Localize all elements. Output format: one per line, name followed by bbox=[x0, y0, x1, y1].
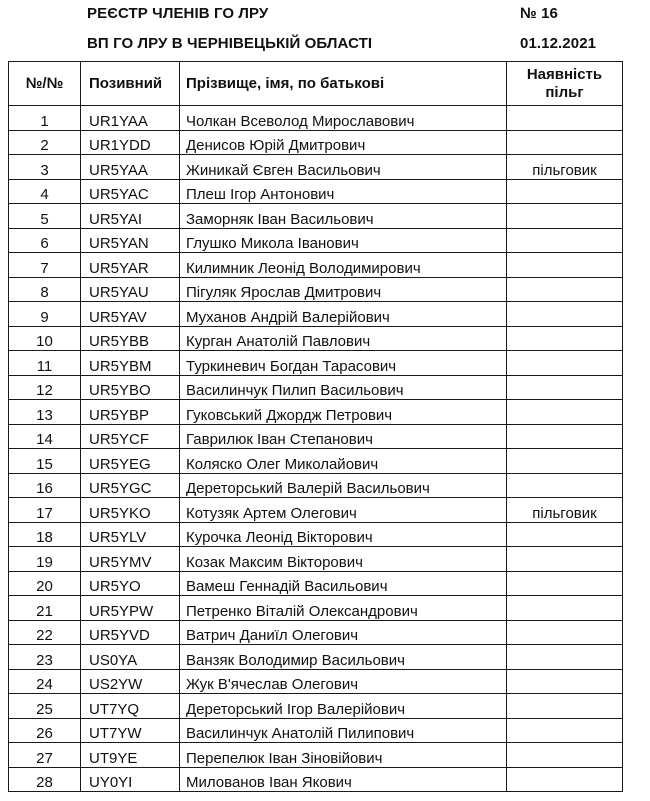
row-number-cell: 13 bbox=[9, 400, 81, 425]
table-row bbox=[9, 571, 623, 596]
row-benefit-cell: пільговик bbox=[507, 498, 623, 523]
row-benefit-cell bbox=[507, 522, 623, 547]
row-fullname-cell: Перепелюк Іван Зіновійович bbox=[180, 743, 507, 768]
row-callsign-cell: UR5YAV bbox=[81, 302, 180, 327]
row-callsign-cell: US2YW bbox=[81, 669, 180, 694]
row-fullname-cell: Глушко Микола Іванович bbox=[180, 228, 507, 253]
row-fullname-cell: Денисов Юрій Дмитрович bbox=[180, 130, 507, 155]
row-benefit-cell bbox=[507, 179, 623, 204]
row-number-cell: 5 bbox=[9, 204, 81, 229]
row-callsign-cell: UR5YAC bbox=[81, 179, 180, 204]
row-benefit-cell bbox=[507, 449, 623, 474]
row-benefit-cell bbox=[507, 645, 623, 670]
table-row bbox=[9, 179, 623, 204]
table-row bbox=[9, 669, 623, 694]
row-benefit-cell bbox=[507, 669, 623, 694]
table-row bbox=[9, 424, 623, 449]
column-header-benefits bbox=[507, 62, 623, 106]
row-benefit-cell bbox=[507, 400, 623, 425]
table-row bbox=[9, 277, 623, 302]
row-callsign-cell: UR5YPW bbox=[81, 596, 180, 621]
row-callsign-cell: UR5YGC bbox=[81, 473, 180, 498]
row-number-cell: 4 bbox=[9, 179, 81, 204]
row-fullname-cell: Ванзяк Володимир Васильович bbox=[180, 645, 507, 670]
row-benefit-cell bbox=[507, 571, 623, 596]
row-callsign-cell: UR5YKO bbox=[81, 498, 180, 523]
row-benefit-cell bbox=[507, 596, 623, 621]
row-fullname-cell: Котузяк Артем Олегович bbox=[180, 498, 507, 523]
row-benefit-cell bbox=[507, 302, 623, 327]
row-benefit-cell bbox=[507, 253, 623, 278]
table-row bbox=[9, 620, 623, 645]
row-number-cell: 19 bbox=[9, 547, 81, 572]
row-fullname-cell: Курган Анатолій Павлович bbox=[180, 326, 507, 351]
row-fullname-cell: Килимник Леонід Володимирович bbox=[180, 253, 507, 278]
row-number-cell: 25 bbox=[9, 694, 81, 719]
row-benefit-cell bbox=[507, 375, 623, 400]
row-fullname-cell: Дереторський Валерій Васильович bbox=[180, 473, 507, 498]
row-benefit-cell: пільговик bbox=[507, 155, 623, 180]
row-benefit-cell bbox=[507, 228, 623, 253]
row-fullname-cell: Василинчук Пилип Васильович bbox=[180, 375, 507, 400]
row-number-cell: 2 bbox=[9, 130, 81, 155]
row-callsign-cell: UR5YAU bbox=[81, 277, 180, 302]
row-callsign-cell: UR5YBM bbox=[81, 351, 180, 376]
table-row bbox=[9, 645, 623, 670]
row-callsign-cell: UT7YQ bbox=[81, 694, 180, 719]
column-header-benefits-label: Наявність пільг bbox=[526, 65, 603, 101]
row-callsign-cell: UR5YEG bbox=[81, 449, 180, 474]
row-number-cell: 28 bbox=[9, 767, 81, 792]
column-header-fullname: Прізвище, імя, по батькові bbox=[180, 62, 507, 106]
document-date: 01.12.2021 bbox=[520, 35, 597, 52]
row-callsign-cell: UR5YLV bbox=[81, 522, 180, 547]
row-number-cell: 10 bbox=[9, 326, 81, 351]
row-fullname-cell: Ватрич Даниїл Олегович bbox=[180, 620, 507, 645]
document-title: РЕЄСТР ЧЛЕНІВ ГО ЛРУ bbox=[87, 5, 269, 22]
row-callsign-cell: UR5YAN bbox=[81, 228, 180, 253]
row-fullname-cell: Петренко Віталій Олександрович bbox=[180, 596, 507, 621]
table-row bbox=[9, 204, 623, 229]
row-callsign-cell: UR5YCF bbox=[81, 424, 180, 449]
table-row bbox=[9, 449, 623, 474]
table-row bbox=[9, 302, 623, 327]
row-number-cell: 17 bbox=[9, 498, 81, 523]
row-fullname-cell: Дереторський Ігор Валерійович bbox=[180, 694, 507, 719]
table-row bbox=[9, 400, 623, 425]
table-row bbox=[9, 228, 623, 253]
row-benefit-cell bbox=[507, 277, 623, 302]
table-row bbox=[9, 351, 623, 376]
row-fullname-cell: Чолкан Всеволод Мирославович bbox=[180, 106, 507, 131]
row-number-cell: 24 bbox=[9, 669, 81, 694]
row-benefit-cell bbox=[507, 106, 623, 131]
table-row bbox=[9, 155, 623, 180]
table-row bbox=[9, 694, 623, 719]
row-fullname-cell: Заморняк Іван Васильович bbox=[180, 204, 507, 229]
row-benefit-cell bbox=[507, 351, 623, 376]
row-fullname-cell: Жук В'ячеслав Олегович bbox=[180, 669, 507, 694]
row-fullname-cell: Жиникай Євген Васильович bbox=[180, 155, 507, 180]
row-number-cell: 8 bbox=[9, 277, 81, 302]
row-number-cell: 22 bbox=[9, 620, 81, 645]
row-fullname-cell: Туркиневич Богдан Тарасович bbox=[180, 351, 507, 376]
row-number-cell: 14 bbox=[9, 424, 81, 449]
row-fullname-cell: Василинчук Анатолій Пилипович bbox=[180, 718, 507, 743]
row-number-cell: 21 bbox=[9, 596, 81, 621]
row-benefit-cell bbox=[507, 473, 623, 498]
row-fullname-cell: Муханов Андрій Валерійович bbox=[180, 302, 507, 327]
row-callsign-cell: UR5YVD bbox=[81, 620, 180, 645]
row-benefit-cell bbox=[507, 204, 623, 229]
table-row bbox=[9, 767, 623, 792]
row-fullname-cell: Курочка Леонід Вікторович bbox=[180, 522, 507, 547]
row-fullname-cell: Пігуляк Ярослав Дмитрович bbox=[180, 277, 507, 302]
row-fullname-cell: Вамеш Геннадій Васильович bbox=[180, 571, 507, 596]
row-benefit-cell bbox=[507, 130, 623, 155]
row-number-cell: 15 bbox=[9, 449, 81, 474]
row-number-cell: 18 bbox=[9, 522, 81, 547]
row-callsign-cell: UR5YAI bbox=[81, 204, 180, 229]
row-fullname-cell: Милованов Іван Якович bbox=[180, 767, 507, 792]
members-table bbox=[8, 61, 623, 792]
row-callsign-cell: UY0YI bbox=[81, 767, 180, 792]
row-number-cell: 16 bbox=[9, 473, 81, 498]
table-row bbox=[9, 547, 623, 572]
row-callsign-cell: UR5YBO bbox=[81, 375, 180, 400]
table-body bbox=[9, 106, 623, 792]
column-header-number: №/№ bbox=[9, 62, 81, 106]
row-number-cell: 11 bbox=[9, 351, 81, 376]
document-number: № 16 bbox=[520, 5, 558, 22]
row-callsign-cell: US0YA bbox=[81, 645, 180, 670]
row-number-cell: 20 bbox=[9, 571, 81, 596]
table-row bbox=[9, 718, 623, 743]
table-row bbox=[9, 596, 623, 621]
row-number-cell: 9 bbox=[9, 302, 81, 327]
row-benefit-cell bbox=[507, 718, 623, 743]
row-benefit-cell bbox=[507, 743, 623, 768]
row-number-cell: 12 bbox=[9, 375, 81, 400]
table-row bbox=[9, 326, 623, 351]
row-fullname-cell: Гаврилюк Іван Степанович bbox=[180, 424, 507, 449]
table-row bbox=[9, 106, 623, 131]
row-number-cell: 23 bbox=[9, 645, 81, 670]
table-row bbox=[9, 498, 623, 523]
table-row bbox=[9, 375, 623, 400]
row-callsign-cell: UR5YMV bbox=[81, 547, 180, 572]
row-callsign-cell: UR5YAA bbox=[81, 155, 180, 180]
row-fullname-cell: Гуковський Джордж Петрович bbox=[180, 400, 507, 425]
row-fullname-cell: Плеш Ігор Антонович bbox=[180, 179, 507, 204]
table-row bbox=[9, 473, 623, 498]
row-callsign-cell: UT9YE bbox=[81, 743, 180, 768]
table-row bbox=[9, 130, 623, 155]
row-callsign-cell: UR5YAR bbox=[81, 253, 180, 278]
table-row bbox=[9, 522, 623, 547]
row-number-cell: 26 bbox=[9, 718, 81, 743]
row-number-cell: 1 bbox=[9, 106, 81, 131]
row-callsign-cell: UR1YAA bbox=[81, 106, 180, 131]
document-subtitle: ВП ГО ЛРУ В ЧЕРНІВЕЦЬКІЙ ОБЛАСТІ bbox=[87, 35, 373, 52]
table-row bbox=[9, 743, 623, 768]
row-benefit-cell bbox=[507, 694, 623, 719]
row-benefit-cell bbox=[507, 424, 623, 449]
row-number-cell: 27 bbox=[9, 743, 81, 768]
column-header-callsign: Позивний bbox=[81, 62, 180, 106]
row-benefit-cell bbox=[507, 326, 623, 351]
row-callsign-cell: UR5YBB bbox=[81, 326, 180, 351]
row-callsign-cell: UR5YBP bbox=[81, 400, 180, 425]
row-callsign-cell: UR5YO bbox=[81, 571, 180, 596]
row-benefit-cell bbox=[507, 620, 623, 645]
row-number-cell: 7 bbox=[9, 253, 81, 278]
table-row bbox=[9, 253, 623, 278]
table-header-row bbox=[9, 62, 623, 106]
row-benefit-cell bbox=[507, 767, 623, 792]
row-number-cell: 6 bbox=[9, 228, 81, 253]
row-benefit-cell bbox=[507, 547, 623, 572]
row-number-cell: 3 bbox=[9, 155, 81, 180]
row-fullname-cell: Козак Максим Вікторович bbox=[180, 547, 507, 572]
row-fullname-cell: Коляско Олег Миколайович bbox=[180, 449, 507, 474]
row-callsign-cell: UR1YDD bbox=[81, 130, 180, 155]
row-callsign-cell: UT7YW bbox=[81, 718, 180, 743]
